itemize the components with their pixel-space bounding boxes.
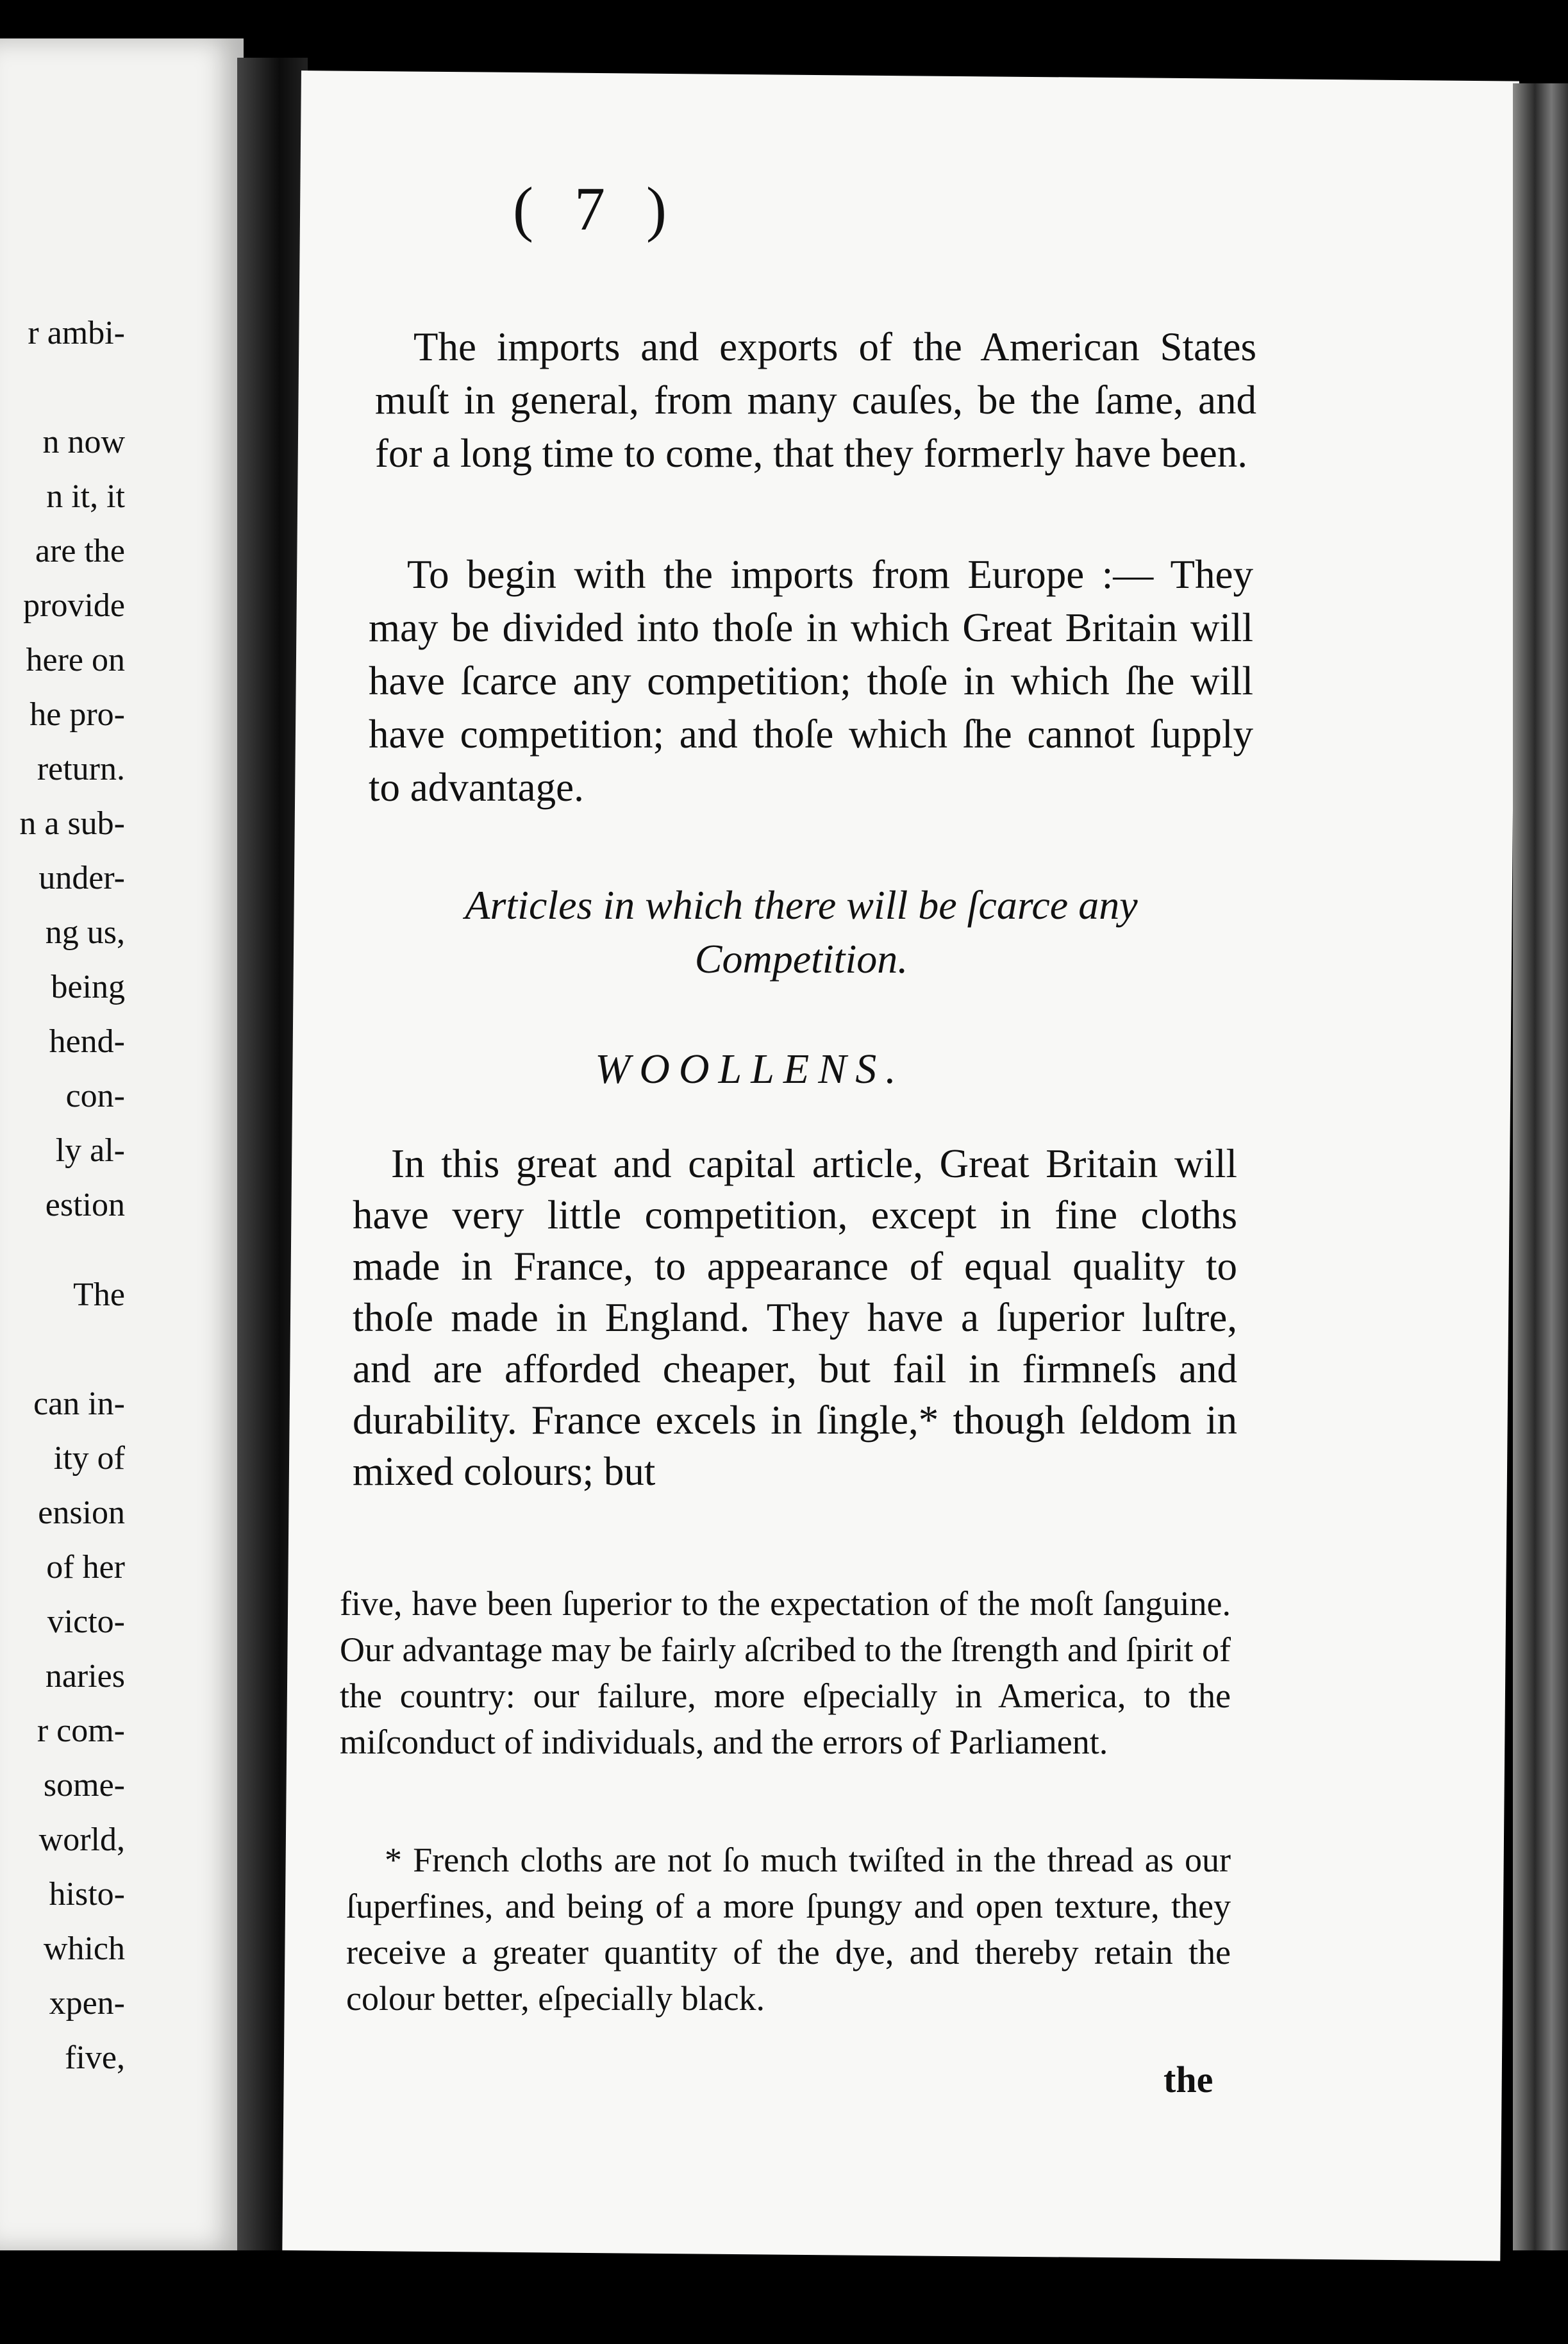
left-page-line: histo-: [49, 1876, 125, 1913]
left-page-line: ly al-: [55, 1132, 125, 1169]
left-page-line: hend-: [49, 1023, 125, 1060]
page-edge: [1513, 83, 1568, 2250]
catchword: the: [1163, 2059, 1214, 2100]
left-page-line: ension: [38, 1494, 125, 1531]
left-page-line: naries: [45, 1658, 125, 1695]
left-page-line: r com-: [37, 1712, 125, 1749]
left-page-line: n a sub-: [19, 805, 125, 842]
left-page-line: of her: [46, 1549, 125, 1586]
left-page-line: r ambi-: [28, 315, 125, 351]
left-page-line: under-: [38, 860, 125, 896]
left-page-line: victo-: [47, 1603, 125, 1640]
left-page-line: here on: [26, 642, 125, 678]
paragraph-2: To begin with the imports from Europe :— They may be divided into thoſe in which Great Britain will have ſcarce any competition; thoſe in which ſhe will have competition; and thoſe which ſhe cannot ſupply to advantage.: [369, 552, 1253, 810]
left-page-line: can in-: [33, 1385, 125, 1422]
left-page-line: con-: [65, 1078, 125, 1114]
left-page-line: n now: [42, 424, 125, 460]
left-page-line: some-: [43, 1767, 125, 1804]
left-page-line: five,: [65, 2039, 125, 2076]
left-page-line: ng us,: [45, 914, 125, 951]
left-page-line: xpen-: [49, 1985, 125, 2022]
left-page-line: he pro-: [29, 696, 125, 733]
paragraph-3: In this great and capital article, Great Britain will have very little competition, except in fine cloths made in France, to appearance of equal quality to thoſe made in England. They have a ſuperior luſtre, and are afforded cheaper, but fail in firmneſs and durability. France excels in ſingle,* though ſeldom in mixed colours; but: [353, 1141, 1237, 1494]
left-page-line: ity of: [53, 1440, 125, 1477]
section-heading: Articles in which there will be ſcarce any Competition.: [465, 882, 1138, 982]
footnote: * French cloths are not ſo much twiſted in the thread as our ſuperfines, and being of a more ſpungy and open texture, they receive a greater quantity of the dye, and thereby retain the colour better, eſpecially black.: [346, 1841, 1231, 2018]
paragraph-1: The imports and exports of the American States muſt in general, from many cauſes, be the ſame, and for a long time to come, that they formerly have been.: [375, 324, 1256, 476]
left-page-line: estion: [45, 1187, 125, 1223]
carryover-note: five, have been ſuperior to the expectation of the moſt ſanguine. Our advantage may be fairly aſcribed to the ſtrength and ſpirit of the country: our failure, more eſpecially in America, to the miſconduct of individuals, and the errors of Parliament.: [340, 1584, 1231, 1761]
left-page-line: which: [43, 1930, 125, 1967]
left-page-line: being: [51, 969, 125, 1005]
left-page-line: provide: [23, 587, 125, 624]
left-page-line: world,: [38, 1821, 125, 1858]
left-page-line: are the: [35, 533, 125, 569]
subheading-woollens: WOOLLENS.: [595, 1046, 905, 1092]
left-page-line: The: [73, 1277, 125, 1313]
left-page-line: return.: [37, 751, 125, 787]
left-page-line: n it, it: [46, 478, 125, 515]
page-number: ( 7 ): [513, 174, 680, 243]
